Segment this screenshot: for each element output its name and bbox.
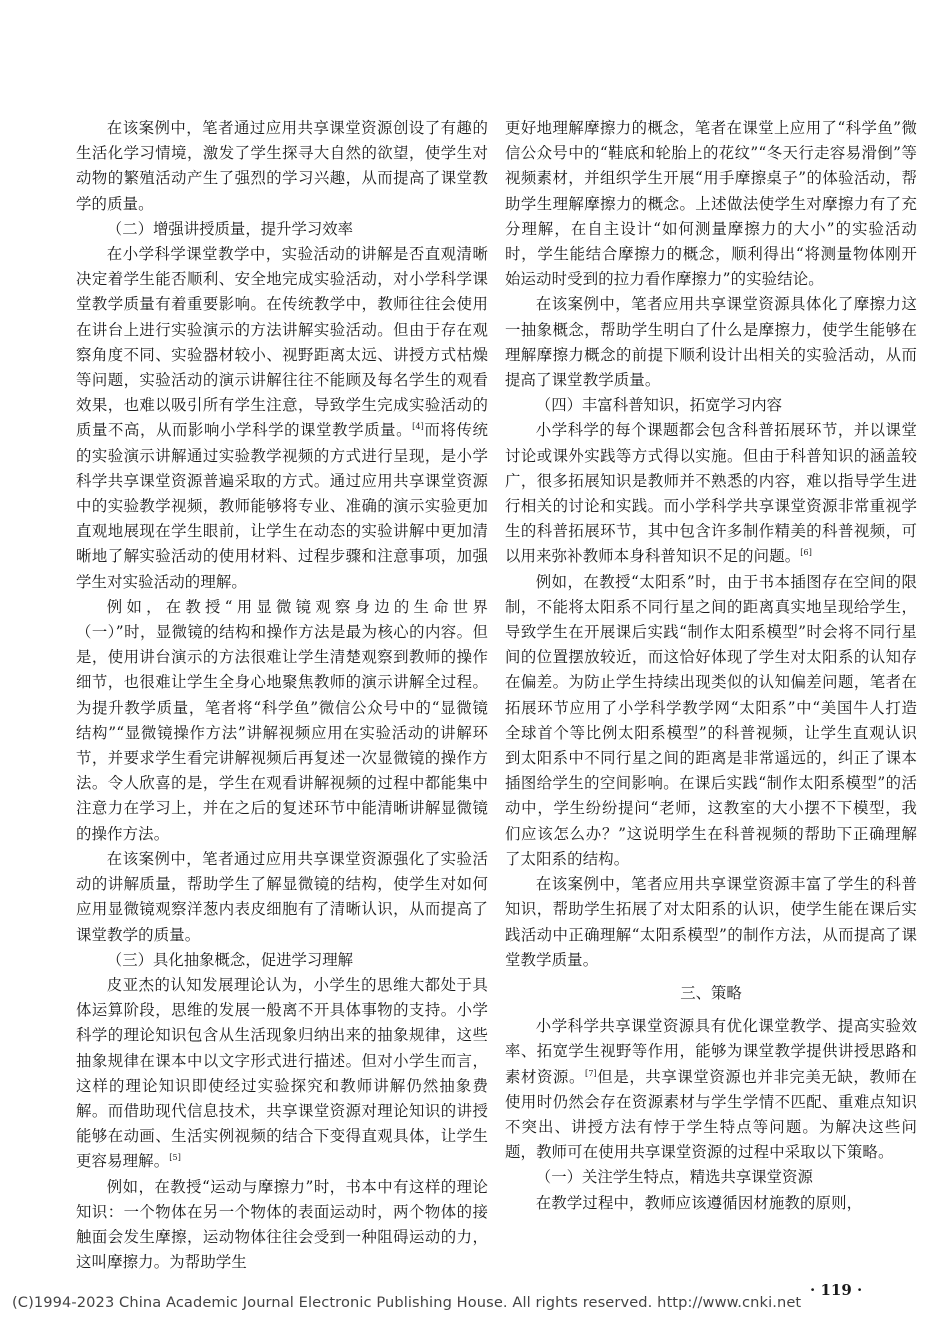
citation-ref: [4] [412,422,424,432]
page-number: · 119 · [810,1281,863,1299]
paragraph-text: 而将传统的实验演示讲解通过实验教学视频的方式进行呈现，是小学科学共享课堂资源普遍采取的方式。通过应用共享课堂资源中的实验教学视频，教师能够将专业、准确的演示实验更加直观地展现在学生眼前，让学生在动态的实验讲解中更加清晰地了解实验活动的使用材料、过程步骤和注意事项，加强学生对实验活动的理解。 [76,421,488,591]
paragraph [76,973,488,1175]
paragraph [76,242,488,595]
subsection-heading: （一）关注学生特点，精选共享课堂资源 [535,1168,813,1187]
paragraph-text: 小学科学共享课堂资源具有优化课堂教学、提高实验效率、拓宽学生视野等作用，能够为课堂教学提供讲授思路和素材资源。 [505,1017,917,1086]
subsection-heading: （四）丰富科普知识，拓宽学习内容 [535,396,783,415]
paragraph: 在该案例中，笔者通过应用共享课堂资源创设了有趣的生活化学习情境，激发了学生探寻大自然的欲望，使学生对动物的繁殖活动产生了强烈的学习兴趣，从而提高了课堂教学的质量。 [76,119,488,213]
subsection-heading: （三）具化抽象概念，促进学习理解 [106,950,354,969]
paragraph: 例如，在教授“运动与摩擦力”时，书本中有这样的理论知识：一个物体在另一个物体的表面运动时，两个物体的接触面会发生摩擦，运动物体往往会受到一种阻碍运动的力，这叫摩擦力。为帮助学生 [76,1177,488,1272]
left-column [76,116,488,1275]
paragraph-text: 在小学科学课堂教学中，实验活动的讲解是否直观清晰决定着学生能否顺利、安全地完成实验活动，对小学科学课堂教学质量有着重要影响。在传统教学中，教师往往会使用在讲台上进行实验演示的方法讲解实验活动。但由于存在观察角度不同、实验器材较小、视野距离太远、讲授方式枯燥等问题，实验活动的演示讲解往往不能顾及每名学生的观看效果，也难以吸引所有学生注意，导致学生完成实验活动的质量不高，从而影响小学科学的课堂教学质量。 [76,245,488,440]
right-column [505,116,917,1216]
paragraph: 例如，在教授“用显微镜观察身边的生命世界（一）”时，显微镜的结构和操作方法是最为核心的内容。但是，使用讲台演示的方法很难让学生清楚观察到教师的操作细节，也很难让学生全身心地聚焦教师的演示讲解全过程。为提升教学质量，笔者将“科学鱼”微信公众号中的“显微镜结构”“显微镜操作方法”讲解视频应用在实验活动的讲解环节，并要求学生看完讲解视频后再复述一次显微镜的操作方法。令人欣喜的是，学生在观看讲解视频的过程中都能集中注意力在学习上，并在之后的复述环节中能清晰讲解显微镜的操作方法。 [76,597,488,843]
paragraph: 例如，在教授“太阳系”时，由于书本插图存在空间的限制，不能将太阳系不同行星之间的距离真实地呈现给学生，导致学生在开展课后实践“制作太阳系模型”时会将不同行星间的位置摆放较近，而这恰好体现了学生对太阳系的认知存在偏差。为防止学生持续出现类似的认知偏差问题，笔者在拓展环节应用了小学科学教学网“太阳系”中“美国牛人打造全球首个等比例太阳系模型”的科普视频，让学生直观认识到太阳系中不同行星之间的距离是非常遥远的，纠正了课本插图给学生的空间影响。在课后实践“制作太阳系模型”的活动中，学生纷纷提问“老师，这教室的大小摆不下模型，我们应该怎么办？”这说明学生在科普视频的帮助下正确理解了太阳系的结构。 [505,572,917,868]
paragraph [505,418,917,569]
paragraph: 更好地理解摩擦力的概念，笔者在课堂上应用了“科学鱼”微信公众号中的“鞋底和轮胎上的花纹”“冬天行走容易滑倒”等视频素材，并组织学生开展“用手摩擦桌子”的体验活动，帮助学生理解摩擦力的概念。上述做法使学生对摩擦力有了充分理解，在自主设计“如何测量摩擦力的大小”的实验活动时，学生能结合摩擦力的概念，顺利得出“将测量物体刚开始运动时受到的拉力看作摩擦力”的实验结论。 [505,119,917,289]
copyright-footer: (C)1994-2023 China Academic Journal Electronic Publishing House. All rights reserved. http://www.cnki.net [12,1294,802,1311]
paragraph-text: 小学科学的每个课题都会包含科普拓展环节，并以课堂讨论或课外实践等方式得以实施。但由于科普知识的涵盖较广，很多拓展知识是教师并不熟悉的内容，难以指导学生进行相关的讨论和实践。而小学科学共享课堂资源非常重视学生的科普拓展环节，其中包含许多制作精美的科普视频，可以用来弥补教师本身科普知识不足的问题。 [505,421,917,566]
citation-ref: [5] [169,1153,182,1163]
citation-ref: [6] [800,548,813,558]
paragraph [505,1014,917,1165]
paragraph: 在教学过程中，教师应该遵循因材施教的原则， [535,1193,863,1212]
paragraph-text: 皮亚杰的认知发展理论认为，小学生的思维大都处于具体运算阶段，思维的发展一般离不开具体事物的支持。小学科学的理论知识包含从生活现象归纳出来的抽象规律，这些抽象规律在课本中以文字形式进行描述。但对小学生而言，这样的理论知识即使经过实验探究和教师讲解仍然抽象费解。而借助现代信息技术，共享课堂资源对理论知识的讲授能够在动画、生活实例视频的结合下变得直观具体，让学生更容易理解。 [76,975,488,1171]
subsection-heading: （二）增强讲授质量，提升学习效率 [106,219,354,238]
paragraph: 在该案例中，笔者应用共享课堂资源具体化了摩擦力这一抽象概念，帮助学生明白了什么是摩擦力，使学生能够在理解摩擦力概念的前提下顺利设计出相关的实验活动，从而提高了课堂教学质量。 [505,295,917,390]
paragraph: 在该案例中，笔者通过应用共享课堂资源强化了实验活动的讲解质量，帮助学生了解显微镜的结构，使学生对如何应用显微镜观察洋葱内表皮细胞有了清晰认识，从而提高了课堂教学的质量。 [76,849,488,944]
paragraph-text: 但是，共享课堂资源也并非完美无缺，教师在使用时仍然会存在资源素材与学生学情不匹配、重难点知识不突出、讲授方法有悖于学生特点等问题。为解决这些问题，教师可在使用共享课堂资源的过程中采取以下策略。 [505,1067,917,1162]
citation-ref: [7] [585,1068,597,1078]
section-heading: 三、策略 [680,983,742,1002]
paragraph: 在该案例中，笔者应用共享课堂资源丰富了学生的科普知识，帮助学生拓展了对太阳系的认识，使学生能在课后实践活动中正确理解“太阳系模型”的制作方法，从而提高了课堂教学质量。 [505,875,917,969]
